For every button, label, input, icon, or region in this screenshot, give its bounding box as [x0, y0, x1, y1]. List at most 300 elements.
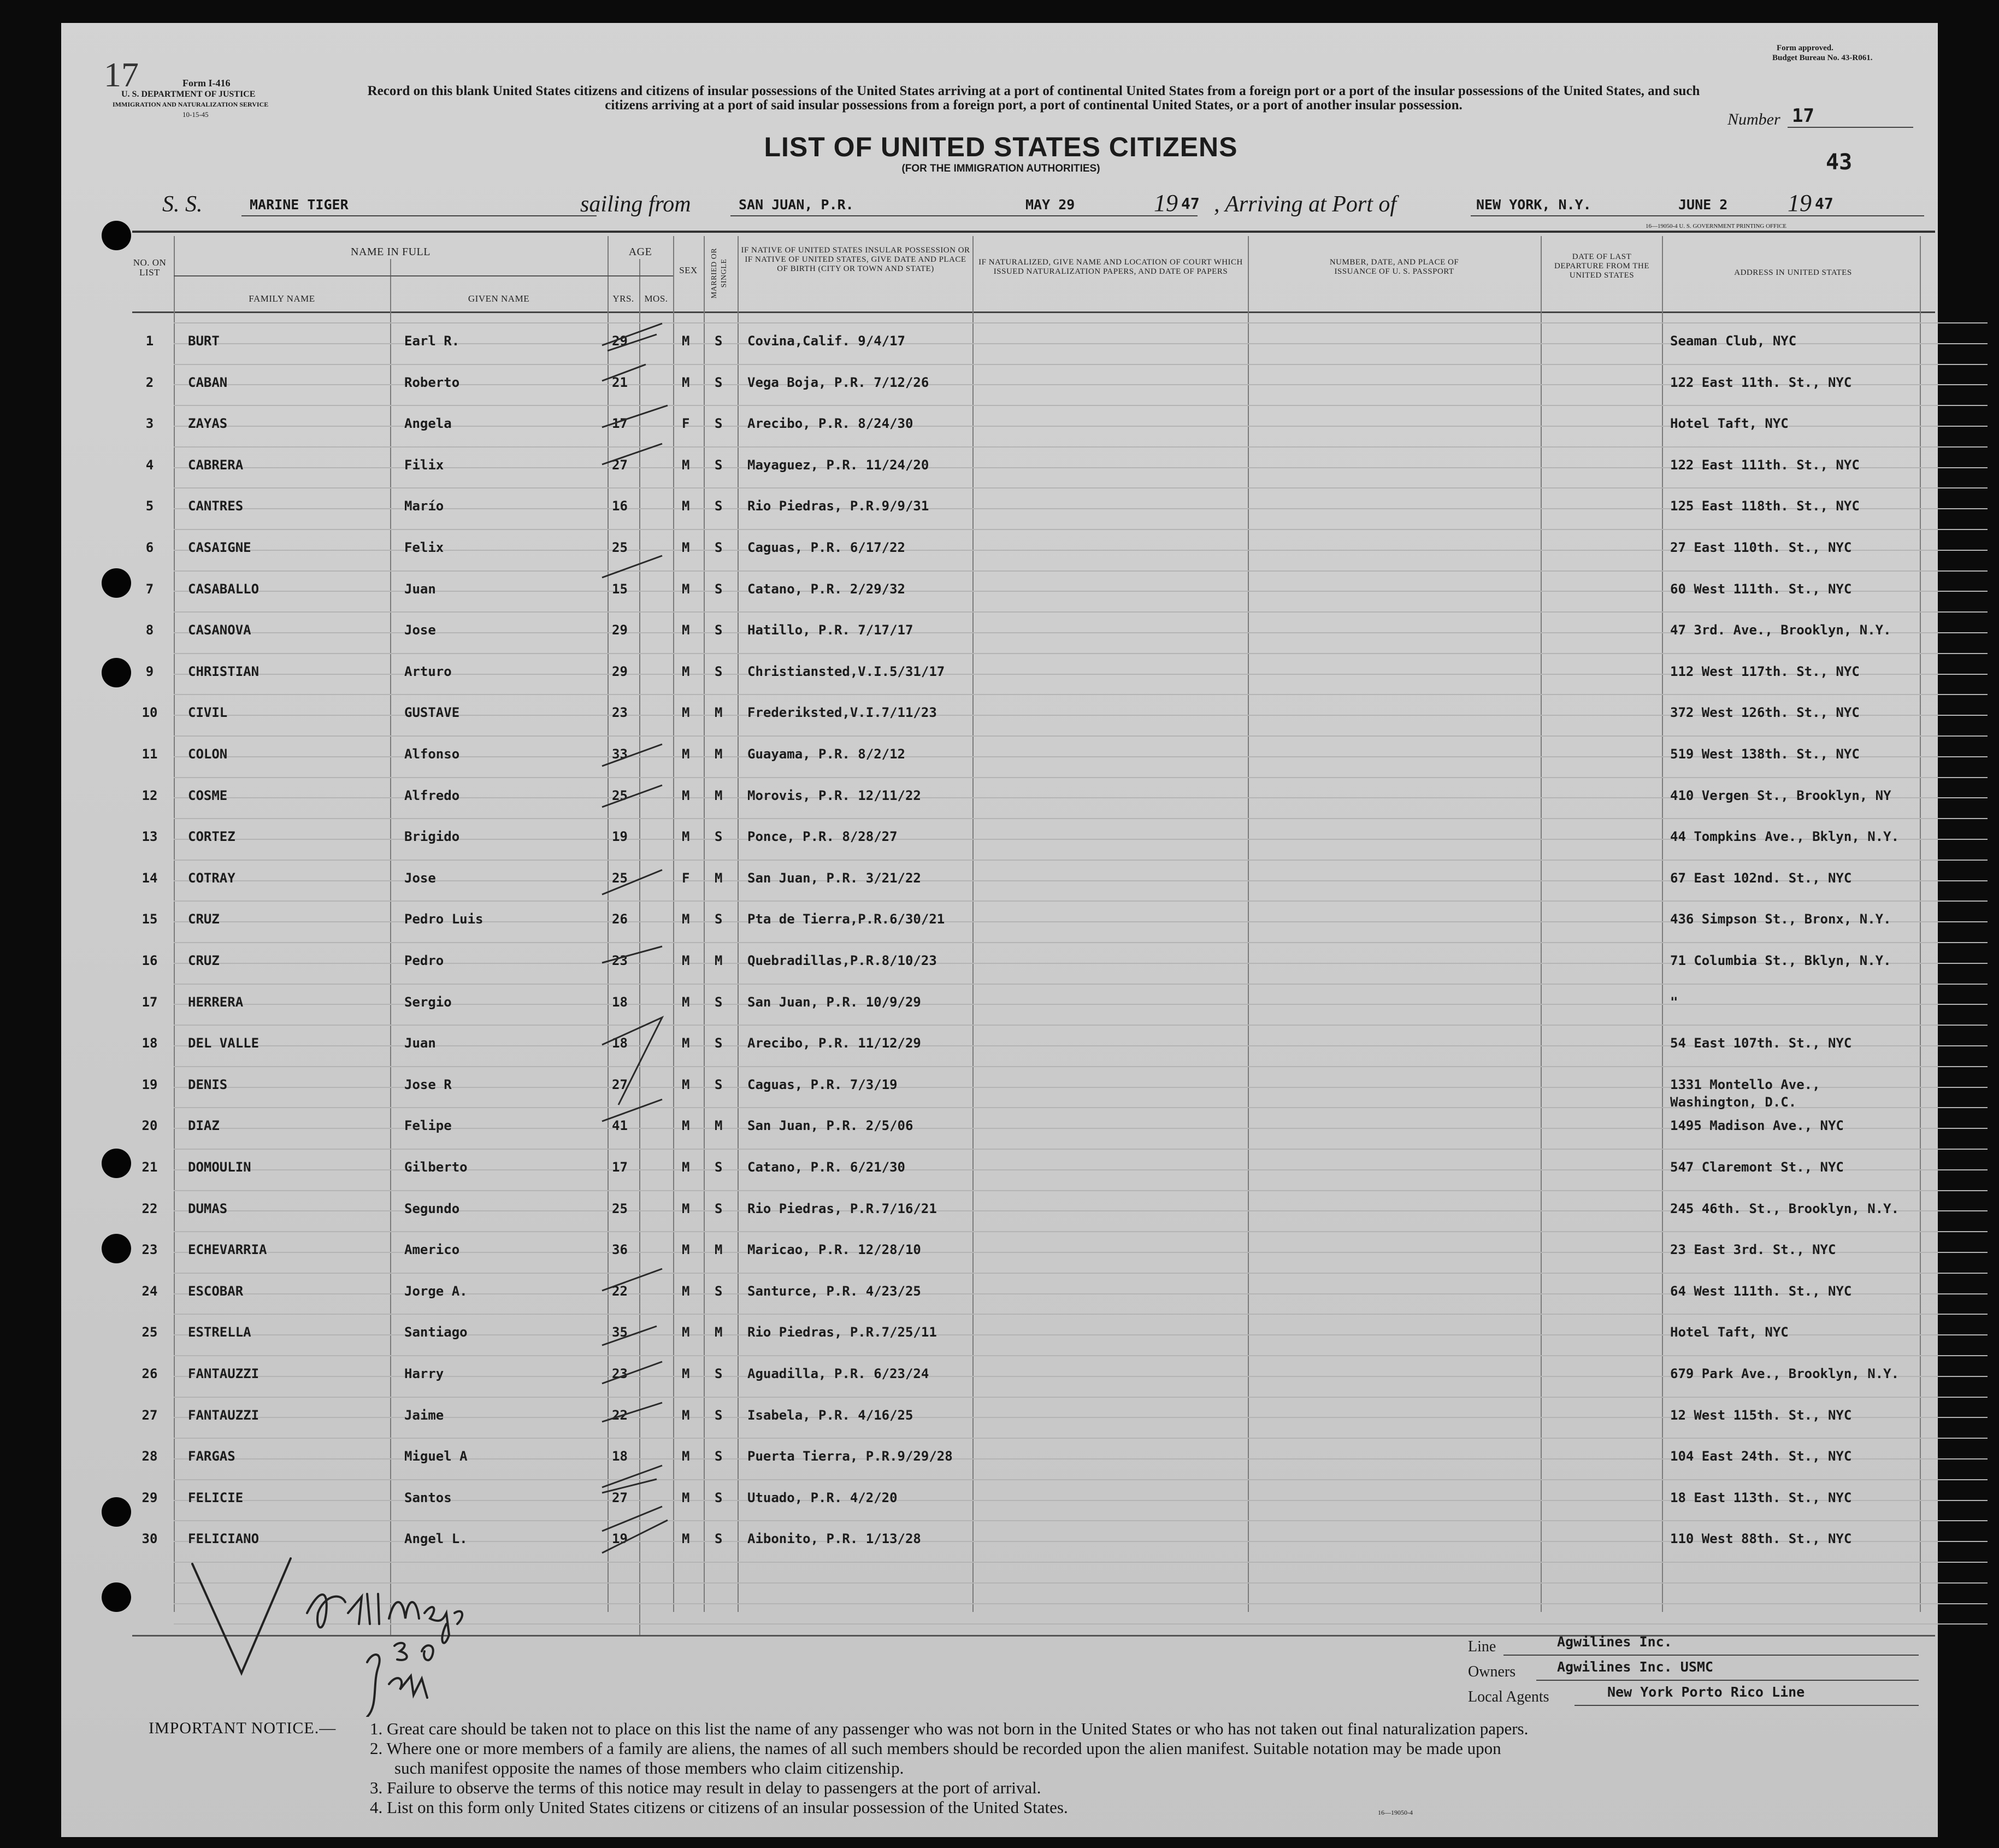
ruling-line	[174, 653, 1988, 654]
birth-place-date: Aibonito, P.R. 1/13/28	[747, 1531, 921, 1547]
row-number: 8	[145, 622, 154, 638]
ruling-line	[174, 1314, 1988, 1315]
header-bottom-border	[132, 311, 1935, 313]
birth-place-date: Christiansted,V.I.5/31/17	[747, 663, 945, 679]
age-years: 25	[612, 870, 628, 886]
service: IMMIGRATION AND NATURALIZATION SERVICE	[113, 101, 269, 108]
row-number: 6	[145, 540, 154, 555]
row-number: 13	[141, 829, 158, 845]
col-rule	[174, 236, 175, 1612]
marital-status: S	[715, 1366, 723, 1381]
given-name: Harry	[404, 1366, 444, 1381]
col-rule	[972, 236, 974, 1612]
arrival-year-prefix: 19	[1788, 190, 1812, 216]
row-number: 28	[141, 1449, 158, 1464]
number-value: 17	[1792, 105, 1814, 127]
given-name: Juan	[404, 1035, 436, 1051]
col-rule	[1541, 236, 1542, 1612]
sex: M	[682, 1325, 690, 1340]
age-years: 19	[612, 829, 628, 845]
birth-place-date: Maricao, P.R. 12/28/10	[747, 1242, 921, 1258]
number-underline	[1788, 127, 1913, 128]
row-number: 1	[145, 333, 154, 349]
sex: M	[682, 1490, 690, 1505]
col-header-mos: MOS.	[644, 293, 668, 304]
department: U. S. DEPARTMENT OF JUSTICE	[121, 90, 256, 99]
family-name: DIAZ	[188, 1118, 220, 1134]
address: Hotel Taft, NYC	[1670, 1325, 1789, 1340]
family-name: COSME	[188, 787, 228, 803]
family-name: ESCOBAR	[188, 1283, 244, 1299]
form-id: Form I-416	[182, 78, 231, 89]
agents-value: New York Porto Rico Line	[1607, 1684, 1805, 1700]
punch-hole	[102, 568, 131, 598]
address: 112 West 117th. St., NYC	[1670, 663, 1860, 679]
marital-status: S	[715, 1490, 723, 1505]
col-header-name-in-full: NAME IN FULL	[351, 246, 431, 258]
col-header-family-name: FAMILY NAME	[249, 293, 315, 304]
agents-underline	[1575, 1705, 1919, 1706]
family-name: CABAN	[188, 374, 228, 390]
family-name: DEL VALLE	[188, 1035, 260, 1051]
row-number: 26	[141, 1366, 158, 1381]
birth-place-date: Arecibo, P.R. 11/12/29	[747, 1035, 921, 1051]
age-years: 29	[612, 663, 628, 679]
ruling-line	[174, 777, 1988, 778]
notice-label: IMPORTANT NOTICE.—	[149, 1719, 337, 1737]
ruling-line	[174, 529, 1988, 530]
age-years: 22	[612, 1407, 628, 1423]
age-years: 18	[612, 1449, 628, 1464]
ruling-line	[174, 1438, 1988, 1439]
marital-status: S	[715, 622, 723, 638]
given-name: Angela	[404, 416, 452, 432]
age-years: 25	[612, 787, 628, 803]
file-mark: 17	[104, 55, 139, 94]
age-years: 15	[612, 581, 628, 597]
sex: M	[682, 1160, 690, 1175]
address: 12 West 115th. St., NYC	[1670, 1407, 1852, 1423]
address: 23 East 3rd. St., NYC	[1670, 1242, 1836, 1258]
row-number: 30	[141, 1531, 158, 1547]
row-number: 25	[141, 1325, 158, 1340]
row-number: 16	[141, 953, 158, 968]
sex: M	[682, 1242, 690, 1258]
intro-text: Record on this blank United States citizens and citizens of insular possessions of the United States arriving at a port of continental United States from a foreign port or a port of the insular possessions of the United States, and such citizens arriving at a port of said insular possessions from a foreign port, a port of continental United States, or a port of another insular possession.	[367, 84, 1700, 113]
address: Seaman Club, NYC	[1670, 333, 1797, 349]
given-name: Segundo	[404, 1200, 460, 1216]
ss-label: S. S.	[162, 192, 203, 217]
print-code: 16—19050-4 U. S. GOVERNMENT PRINTING OFFICE	[1646, 223, 1787, 229]
given-name: Jose	[404, 870, 436, 886]
col-header-naturalized: IF NATURALIZED, GIVE NAME AND LOCATION OF COURT WHICH ISSUED NATURALIZATION PAPERS, AND DATE OF PAPERS	[978, 258, 1243, 276]
sex: M	[682, 1283, 690, 1299]
row-number: 24	[141, 1283, 158, 1299]
marital-status: S	[715, 1076, 723, 1092]
age-check-marks	[586, 318, 728, 1586]
address: 1495 Madison Ave., NYC	[1670, 1118, 1844, 1134]
ruling-line	[174, 1397, 1988, 1398]
marital-status: S	[715, 457, 723, 473]
sex: M	[682, 746, 690, 762]
ruling-line	[174, 446, 1988, 448]
birth-place-date: San Juan, P.R. 10/9/29	[747, 994, 921, 1010]
address: 27 East 110th. St., NYC	[1670, 540, 1852, 555]
family-name: ECHEVARRIA	[188, 1242, 267, 1258]
family-name: CASAIGNE	[188, 540, 251, 555]
family-name: HERRERA	[188, 994, 244, 1010]
birth-place-date: Mayaguez, P.R. 11/24/20	[747, 457, 929, 473]
address: 436 Simpson St., Bronx, N.Y.	[1670, 911, 1891, 927]
family-name: FANTAUZZI	[188, 1366, 260, 1381]
approval-line-2: Budget Bureau No. 43-R061.	[1772, 54, 1873, 62]
family-name: DENIS	[188, 1076, 228, 1092]
given-name: Marío	[404, 498, 444, 514]
given-name: Pedro	[404, 953, 444, 968]
address: 71 Columbia St., Bklyn, N.Y.	[1670, 953, 1891, 968]
owners-value: Agwilines Inc. USMC	[1557, 1659, 1713, 1675]
given-name: Roberto	[404, 374, 460, 390]
marital-status: S	[715, 540, 723, 555]
age-years: 25	[612, 540, 628, 555]
row-number: 21	[141, 1160, 158, 1175]
family-name: CASABALLO	[188, 581, 260, 597]
given-name: Pedro Luis	[404, 911, 483, 927]
address: 245 46th. St., Brooklyn, N.Y.	[1670, 1200, 1900, 1216]
ruling-line	[174, 364, 1988, 365]
age-years: 25	[612, 1200, 628, 1216]
birth-place-date: Hatillo, P.R. 7/17/17	[747, 622, 913, 638]
birth-place-date: Rio Piedras, P.R.9/9/31	[747, 498, 929, 514]
marital-status: M	[715, 1242, 723, 1258]
family-name: FARGAS	[188, 1449, 235, 1464]
manifest-sheet	[61, 23, 1938, 1837]
family-name: CASANOVA	[188, 622, 251, 638]
family-name: COTRAY	[188, 870, 235, 886]
age-years: 27	[612, 1076, 628, 1092]
row-number: 2	[145, 374, 154, 390]
address: 18 East 113th. St., NYC	[1670, 1490, 1852, 1505]
sail-year: 47	[1181, 195, 1200, 213]
col-header-birth: IF NATIVE OF UNITED STATES INSULAR POSSESSION OR IF NATIVE OF UNITED STATES, GIVE DATE AND PLACE OF BIRTH (CITY OR TOWN AND STATE)	[741, 246, 970, 273]
from-port: SAN JUAN, P.R.	[739, 197, 854, 213]
marital-status: S	[715, 1531, 723, 1547]
col-header-address: ADDRESS IN UNITED STATES	[1734, 268, 1852, 277]
ruling-line	[174, 1025, 1988, 1026]
birth-place-date: Arecibo, P.R. 8/24/30	[747, 416, 913, 432]
address: 410 Vergen St., Brooklyn, NY	[1670, 787, 1891, 803]
punch-hole	[102, 221, 131, 250]
given-name: Jose	[404, 622, 436, 638]
age-years: 22	[612, 1283, 628, 1299]
address: 64 West 111th. St., NYC	[1670, 1283, 1852, 1299]
col-header-passport: NUMBER, DATE, AND PLACE OF ISSUANCE OF U. S. PASSPORT	[1329, 258, 1459, 276]
marital-status: M	[715, 870, 723, 886]
ruling-line	[174, 984, 1988, 985]
col-rule	[1248, 236, 1249, 1612]
sex: M	[682, 498, 690, 514]
punch-hole	[102, 1234, 131, 1263]
given-name: Alfredo	[404, 787, 460, 803]
birth-place-date: Quebradillas,P.R.8/10/23	[747, 953, 937, 968]
arriving-label: , Arriving at Port of	[1214, 192, 1397, 217]
row-number: 27	[141, 1407, 158, 1423]
owners-label: Owners	[1468, 1663, 1516, 1680]
sex: M	[682, 622, 690, 638]
family-name: COLON	[188, 746, 228, 762]
ruling-line	[174, 1190, 1988, 1191]
marital-status: S	[715, 829, 723, 845]
row-number: 5	[145, 498, 154, 514]
sex: M	[682, 581, 690, 597]
sex: M	[682, 1407, 690, 1423]
given-name: Juan	[404, 581, 436, 597]
number-label: Number	[1727, 110, 1780, 128]
ruling-line	[174, 570, 1988, 572]
age-years: 35	[612, 1325, 628, 1340]
given-name: Arturo	[404, 663, 452, 679]
address: 122 East 111th. St., NYC	[1670, 457, 1860, 473]
given-name: Santos	[404, 1490, 452, 1505]
sex: F	[682, 416, 690, 432]
sex: M	[682, 540, 690, 555]
row-number: 22	[141, 1200, 158, 1216]
notice-item-4: 4. List on this form only United States citizens or citizens of an insular possession of the United States.	[370, 1798, 1068, 1817]
sex: M	[682, 1200, 690, 1216]
row-number: 20	[141, 1118, 158, 1134]
given-name: Felix	[404, 540, 444, 555]
sail-year-prefix: 19	[1154, 190, 1178, 216]
given-name: Sergio	[404, 994, 452, 1010]
owners-underline	[1536, 1680, 1919, 1681]
age-years: 41	[612, 1118, 628, 1134]
given-name: GUSTAVE	[404, 705, 460, 721]
address-line-2: Washington, D.C.	[1670, 1094, 1797, 1110]
col-header-given-name: GIVEN NAME	[468, 293, 530, 304]
given-name: Alfonso	[404, 746, 460, 762]
birth-place-date: San Juan, P.R. 2/5/06	[747, 1118, 913, 1134]
table-top-border	[132, 231, 1935, 233]
given-name: Angel L.	[404, 1531, 468, 1547]
form-date: 10-15-45	[182, 110, 209, 119]
birth-place-date: Vega Boja, P.R. 7/12/26	[747, 374, 929, 390]
sex: M	[682, 374, 690, 390]
address: 44 Tompkins Ave., Bklyn, N.Y.	[1670, 829, 1900, 845]
family-name: CORTEZ	[188, 829, 235, 845]
birth-place-date: Isabela, P.R. 4/16/25	[747, 1407, 913, 1423]
row-number: 9	[145, 663, 154, 679]
given-name: Filix	[404, 457, 444, 473]
given-name: Santiago	[404, 1325, 468, 1340]
punch-hole	[102, 1149, 131, 1178]
age-years: 26	[612, 911, 628, 927]
ruling-line	[174, 1520, 1988, 1521]
age-years: 23	[612, 953, 628, 968]
marital-status: S	[715, 1283, 723, 1299]
marital-status: S	[715, 1035, 723, 1051]
address: 372 West 126th. St., NYC	[1670, 705, 1860, 721]
address: 122 East 11th. St., NYC	[1670, 374, 1852, 390]
family-name: CRUZ	[188, 953, 220, 968]
age-years: 16	[612, 498, 628, 514]
marital-status: S	[715, 581, 723, 597]
notice-item-2: 2. Where one or more members of a family are aliens, the names of all such members should be recorded upon the alien manifest. Suitable notation may be made upon	[370, 1739, 1501, 1758]
page-title: LIST OF UNITED STATES CITIZENS	[764, 132, 1238, 162]
given-name: Jorge A.	[404, 1283, 468, 1299]
sex: M	[682, 1035, 690, 1051]
ruling-line	[174, 1479, 1988, 1480]
age-years: 23	[612, 705, 628, 721]
ruling-line	[174, 901, 1988, 902]
given-name: Felipe	[404, 1118, 452, 1134]
address: 67 East 102nd. St., NYC	[1670, 870, 1852, 886]
ruling-line	[174, 1273, 1988, 1274]
marital-status: S	[715, 1200, 723, 1216]
marital-status: M	[715, 1325, 723, 1340]
ruling-line	[174, 735, 1988, 737]
col-header-departure: DATE OF LAST DEPARTURE FROM THE UNITED STATES	[1554, 252, 1649, 280]
address: 679 Park Ave., Brooklyn, N.Y.	[1670, 1366, 1900, 1381]
col-header-age: AGE	[628, 246, 652, 258]
row-number: 10	[141, 705, 158, 721]
ruling-line	[174, 322, 1988, 323]
ruling-line	[174, 942, 1988, 943]
line-label: Line	[1468, 1638, 1496, 1655]
address: 60 West 111th. St., NYC	[1670, 581, 1852, 597]
arrival-year: 47	[1815, 195, 1833, 213]
birth-place-date: Utuado, P.R. 4/2/20	[747, 1490, 898, 1505]
sex: M	[682, 787, 690, 803]
marital-status: M	[715, 787, 723, 803]
name-age-rule	[174, 275, 673, 276]
address: 104 East 24th. St., NYC	[1670, 1449, 1852, 1464]
given-name: Jose R	[404, 1076, 452, 1092]
sail-date: MAY 29	[1025, 197, 1075, 213]
birth-place-date: Santurce, P.R. 4/23/25	[747, 1283, 921, 1299]
approval-line-1: Form approved.	[1777, 44, 1833, 52]
address: "	[1670, 994, 1678, 1010]
sex: M	[682, 663, 690, 679]
ruling-line	[174, 860, 1988, 861]
col-header-sex: SEX	[679, 265, 698, 275]
given-name: Gilberto	[404, 1160, 468, 1175]
ruling-line	[174, 1231, 1988, 1232]
age-years: 19	[612, 1531, 628, 1547]
address: Hotel Taft, NYC	[1670, 416, 1789, 432]
sex: F	[682, 870, 690, 886]
address: 547 Claremont St., NYC	[1670, 1160, 1844, 1175]
marital-status: S	[715, 1407, 723, 1423]
arrival-underline	[1471, 215, 1924, 216]
sex: M	[682, 994, 690, 1010]
marital-status: S	[715, 1449, 723, 1464]
ruling-line	[174, 405, 1988, 406]
birth-place-date: Ponce, P.R. 8/28/27	[747, 829, 898, 845]
age-years: 23	[612, 1366, 628, 1381]
line-value: Agwilines Inc.	[1557, 1634, 1672, 1650]
punch-hole	[102, 658, 131, 687]
birth-place-date: Puerta Tierra, P.R.9/29/28	[747, 1449, 953, 1464]
col-header-yrs: YRS.	[612, 293, 634, 304]
family-name: CHRISTIAN	[188, 663, 260, 679]
arrival-date: JUNE 2	[1678, 197, 1728, 213]
birth-place-date: Frederiksted,V.I.7/11/23	[747, 705, 937, 721]
age-years: 18	[612, 1035, 628, 1051]
page-subtitle: (FOR THE IMMIGRATION AUTHORITIES)	[901, 163, 1100, 174]
sex: M	[682, 1531, 690, 1547]
col-rule	[390, 259, 391, 1635]
ruling-line	[174, 611, 1988, 613]
marital-status: S	[715, 663, 723, 679]
family-name: ESTRELLA	[188, 1325, 251, 1340]
punch-hole	[102, 1582, 131, 1612]
row-number: 17	[141, 994, 158, 1010]
punch-hole	[102, 1497, 131, 1527]
marital-status: M	[715, 705, 723, 721]
family-name: DOMOULIN	[188, 1160, 251, 1175]
row-number: 29	[141, 1490, 158, 1505]
age-years: 17	[612, 416, 628, 432]
birth-place-date: Catano, P.R. 2/29/32	[747, 581, 905, 597]
marital-status: S	[715, 1160, 723, 1175]
sex: M	[682, 911, 690, 927]
birth-place-date: Rio Piedras, P.R.7/25/11	[747, 1325, 937, 1340]
age-years: 18	[612, 994, 628, 1010]
address: 54 East 107th. St., NYC	[1670, 1035, 1852, 1051]
ruling-line	[174, 818, 1988, 819]
birth-place-date: Caguas, P.R. 6/17/22	[747, 540, 905, 555]
sex: M	[682, 953, 690, 968]
address: 125 East 118th. St., NYC	[1670, 498, 1860, 514]
birth-place-date: Caguas, P.R. 7/3/19	[747, 1076, 898, 1092]
sex: M	[682, 457, 690, 473]
notice-item-3: 3. Failure to observe the terms of this notice may result in delay to passengers at the port of arrival.	[370, 1778, 1041, 1797]
address: 110 West 88th. St., NYC	[1670, 1531, 1852, 1547]
address: 1331 Montello Ave.,	[1670, 1076, 1820, 1092]
given-name: Miguel A	[404, 1449, 468, 1464]
family-name: CRUZ	[188, 911, 220, 927]
birth-place-date: Pta de Tierra,P.R.6/30/21	[747, 911, 945, 927]
col-rule	[1662, 236, 1663, 1612]
inspector-signature	[181, 1542, 564, 1717]
row-number: 14	[141, 870, 158, 886]
row-number: 19	[141, 1076, 158, 1092]
family-name: FELICIE	[188, 1490, 244, 1505]
bottom-code: 16—19050-4	[1378, 1809, 1413, 1816]
birth-place-date: Guayama, P.R. 8/2/12	[747, 746, 905, 762]
ruling-line	[174, 1355, 1988, 1356]
marital-status: S	[715, 498, 723, 514]
sex: M	[682, 333, 690, 349]
row-number: 12	[141, 787, 158, 803]
row-number: 7	[145, 581, 154, 597]
col-rule	[1920, 236, 1921, 1612]
birth-place-date: Aguadilla, P.R. 6/23/24	[747, 1366, 929, 1381]
col-rule	[738, 236, 739, 1612]
ruling-line	[174, 694, 1988, 695]
ruling-line	[174, 487, 1988, 489]
row-number: 11	[141, 746, 158, 762]
birth-place-date: Covina,Calif. 9/4/17	[747, 333, 905, 349]
line-underline	[1503, 1655, 1919, 1656]
given-name: Brigido	[404, 829, 460, 845]
sex: M	[682, 829, 690, 845]
family-name: FANTAUZZI	[188, 1407, 260, 1423]
given-name: Earl R.	[404, 333, 460, 349]
agents-label: Local Agents	[1468, 1688, 1549, 1705]
ship-underline	[241, 215, 597, 216]
sex: M	[682, 1076, 690, 1092]
